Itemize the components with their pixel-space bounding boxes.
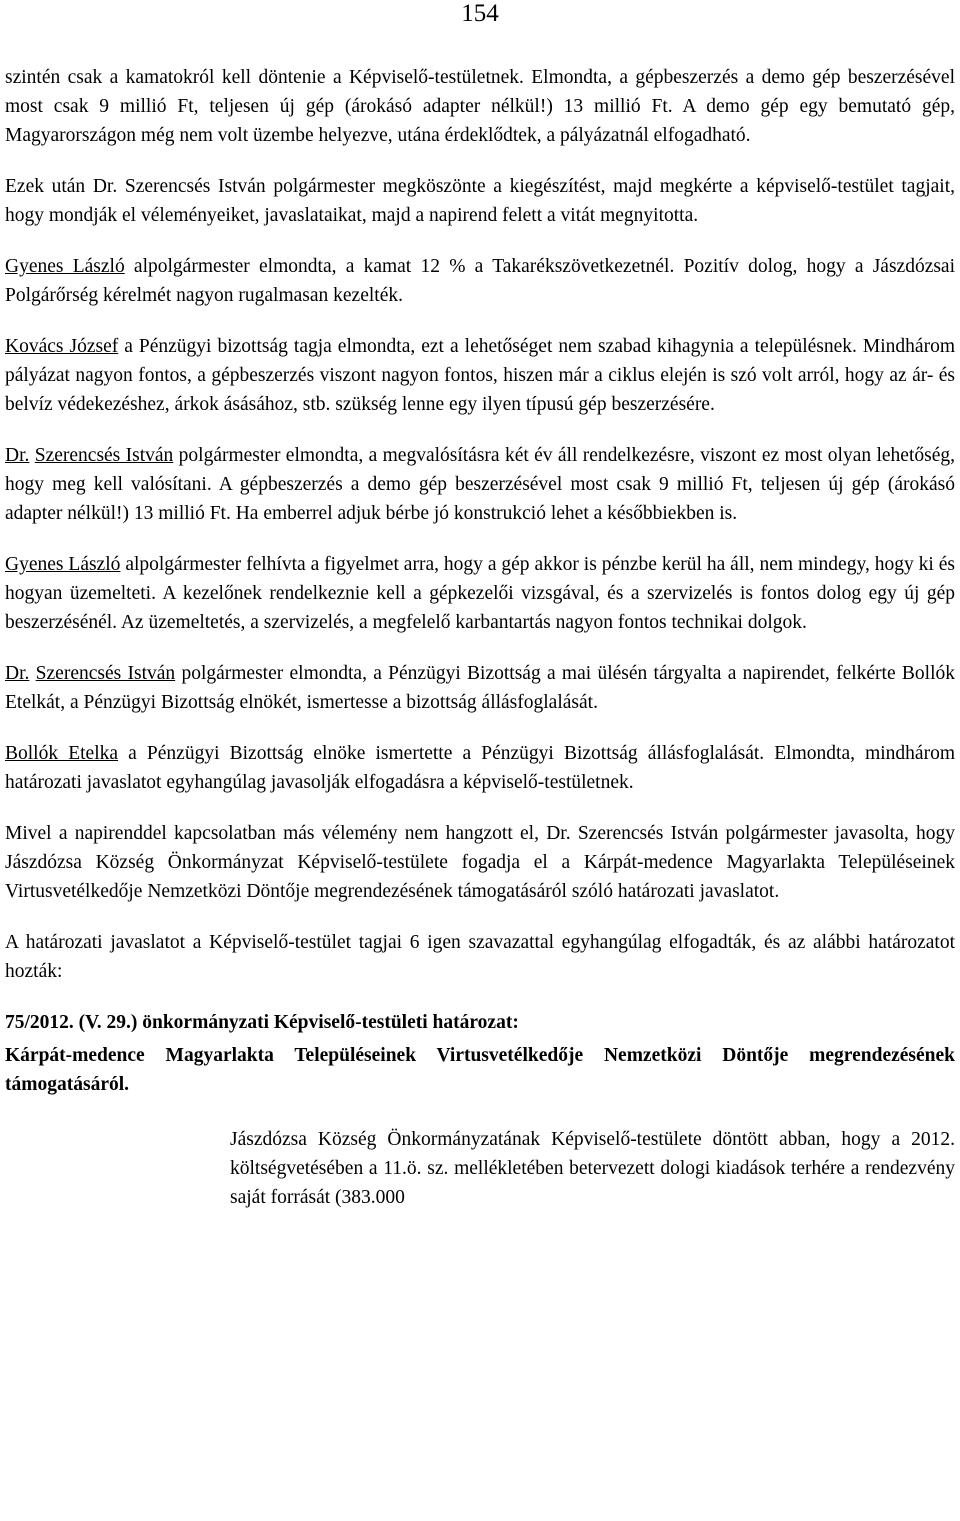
speaker-name: Gyenes László <box>5 256 125 277</box>
paragraph-1: szintén csak a kamatokról kell döntenie a Képviselő-testületnek. Elmondta, a gépbeszerzés a demo gép beszerzésével most csak 9 millió Ft, teljesen új gép (árokásó adapter nélkül!) 13 millió Ft. A demo gép egy bemutató gép, Magyarországon még nem volt üzembe helyezve, utána érdeklődtek, a pályázatnál elfogadható. <box>5 67 955 146</box>
paragraph-text: alpolgármester elmondta, a kamat 12 % a Takarékszövetkezetnél. Pozitív dolog, hogy a Jászdózsai Polgárőrség kérelmét nagyon rugalmasan kezelték. <box>5 256 956 306</box>
paragraph-text: a Pénzügyi bizottság tagja elmondta, ezt a lehetőséget nem szabad kihagynia a településnek. Mindhárom pályázat nagyon fontos, a gépbeszerzés viszont nagyon fontos, hiszen már a ciklus elején is szó volt arról, hogy az ár- és belvíz védekezéshez, árkok ásásához, stb. szükség lenne egy ilyen típusú gép beszerzésére. <box>5 336 955 415</box>
speaker-title: Dr. <box>5 663 30 684</box>
resolution-heading: önkormányzati Képviselő-testületi határozat: <box>137 1012 519 1033</box>
speaker-name: Kovács József <box>5 336 119 357</box>
resolution-subject: Kárpát-medence Magyarlakta Településeinek Virtusvetélkedője Nemzetközi Döntője megrendezésének támogatásáról. <box>5 1045 955 1095</box>
paragraph-10: A határozati javaslatot a Képviselő-testület tagjai 6 igen szavazattal egyhangúlag elfogadták, és az alábbi határozatot hozták: <box>5 932 955 982</box>
paragraph-text: polgármester elmondta, a Pénzügyi Bizottság a mai ülésén tárgyalta a napirendet, felkérte Bollók Etelkát, a Pénzügyi Bizottság elnökét, ismertesse a bizottság állásfoglalását. <box>5 663 955 713</box>
paragraph-5 <box>5 441 955 528</box>
paragraph-8 <box>5 739 955 797</box>
paragraph-text: a Pénzügyi Bizottság elnöke ismertette a Pénzügyi Bizottság állásfoglalását. Elmondta, mindhárom határozati javaslatot egyhangúlag javasolják elfogadásra a képviselő-testületnek. <box>5 743 955 793</box>
paragraph-6 <box>5 550 955 637</box>
speaker-name: Bollók Etelka <box>5 743 119 764</box>
document-body <box>5 63 955 1234</box>
speaker-name: Szerencsés István <box>35 663 176 684</box>
paragraph-text: polgármester elmondta, a megvalósításra két év áll rendelkezésre, viszont ez most olyan lehetőség, hogy meg kell valósítani. A gépbeszerzés a demo gép beszerzésével most csak 9 millió Ft, teljesen új gép (árokásó adapter nélkül!) 13 millió Ft. Ha emberrel adjuk bérbe jó konstrukció lehet a későbbiekben is. <box>5 445 955 524</box>
speaker-title: Dr. <box>5 445 30 466</box>
resolution-title <box>5 1008 955 1037</box>
paragraph-4 <box>5 332 955 419</box>
page-number: 154 <box>461 0 499 27</box>
paragraph-9: Mivel a napirenddel kapcsolatban más vélemény nem hangzott el, Dr. Szerencsés István polgármester javasolta, hogy Jászdózsa Község Önkormányzat Képviselő-testülete fogadja el a Kárpát-medence Magyarlakta Településeinek Virtusvetélkedője Nemzetközi Döntője megrendezésének támogatásáról szóló határozati javaslatot. <box>5 823 955 902</box>
resolution-number: 75/2012. (V. 29.) <box>5 1012 138 1033</box>
speaker-name: Gyenes László <box>5 554 121 575</box>
speaker-name: Szerencsés István <box>34 445 174 466</box>
paragraph-text: alpolgármester felhívta a figyelmet arra, hogy a gép akkor is pénzbe kerül ha áll, nem mindegy, hogy ki és hogyan üzemelteti. A kezelőnek rendelkeznie kell a gépkezelői vizsgával, és a szervizelés is fontos dolog egy új gép beszerzésénél. Az üzemeltetés, a szervizelés, a megfelelő karbantartás nagyon fontos technikai dolgok. <box>5 554 955 633</box>
paragraph-7 <box>5 659 955 717</box>
paragraph-3 <box>5 252 955 310</box>
resolution-body: Jászdózsa Község Önkormányzatának Képviselő-testülete döntött abban, hogy a 2012. költségvetésében a 11.ö. sz. mellékletében betervezett dologi kiadások terhére a rendezvény saját forrását (383.000 <box>230 1129 955 1208</box>
paragraph-2: Ezek után Dr. Szerencsés István polgármester megköszönte a kiegészítést, majd megkérte a képviselő-testület tagjait, hogy mondják el véleményeiket, javaslataikat, majd a napirend felett a vitát megnyitotta. <box>5 176 955 226</box>
